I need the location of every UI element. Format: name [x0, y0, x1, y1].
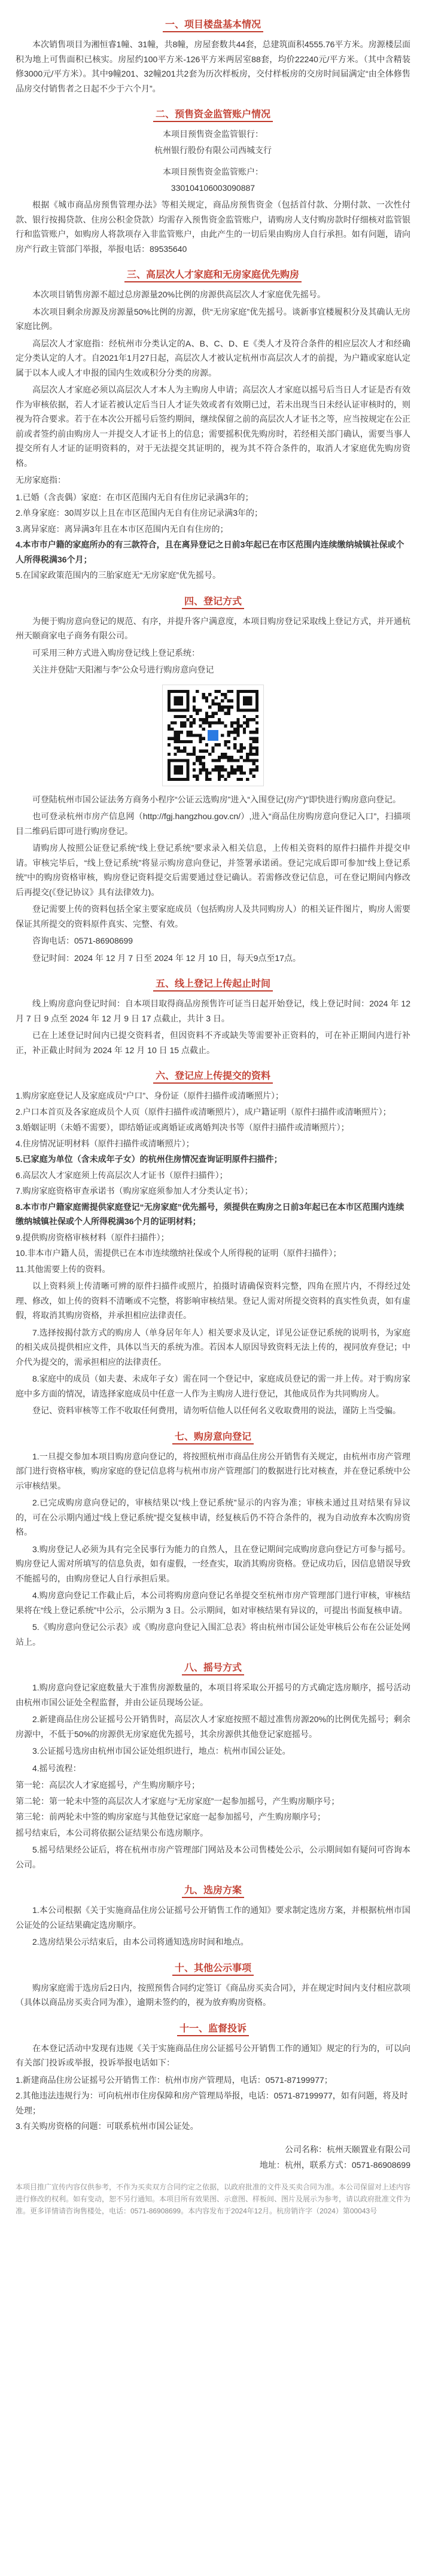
lottery-text-1: 1.购房意向登记家庭数量大于准售房源数量的，本项目将采取公开摇号的方式确定选房顺序，摇号活动由杭州市国公证处全程监督，并由公证员现场公证。: [16, 1683, 410, 1707]
section-lottery-method: [16, 1660, 410, 1872]
list-item: 3.有关购房资格的问题：可联系杭州市国公证处。: [16, 2121, 199, 2131]
documents-text-1: 以上资料须上传清晰可辨的原件扫描件或照片，拍摄时请确保资料完整，四角在照片内，不得经过处理、修改，如上传的资料不清晰或不完整，将影响审核结果。登记人需对所提交资料的真实性负责，如有虚假，将取消其购房资格，并承担相应法律责任。: [16, 1281, 410, 1320]
registration-text-1: 为便于购房意向登记的规范、有序，并提升客户满意度，本项目购房登记采取线上登记方式，并开通杭州天颐商家电子商务有限公司。: [16, 616, 410, 640]
list-item: 2.户口本首页及各家庭成员个人页（原件扫描件或清晰照片），成户籍证明（原件扫描件或清晰照片）；: [16, 1106, 391, 1117]
documents-text-2: 7.选择按揭付款方式的购房人（单身居年年人）相关要求及认定，详见公证登记系统的说明书，为家庭的相关成员提供相应文件，具体以当天的系统为准。若因本人原因导致资料无法上传的，视同放弃登记；中介代为提交的，需承担相应的法律责任。: [16, 1327, 410, 1367]
registration-text-4: 可登陆杭州市国公证法务方商务小程序“公证云选购房”进入“入围登记(房产)”即快进行购房意向登记。: [32, 794, 401, 804]
intent-text-3: 3.购房登记人必须为具有完全民事行为能力的自然人，且在登记期间完成购房意向登记方可参与摇号。购房登记人需对所填写的信息负责，如有虚假，一经查实，取消其购房资格。登记成功后，因信息错误导致不能摇号的，由购房登记人自行承担后果。: [16, 1544, 410, 1583]
intent-text-5: 5.《购房意向登记公示表》或《购房意向登记入围汇总表》将由杭州市国公证处审核后公布在公证处网站上。: [16, 1622, 410, 1647]
priority-text-1: 本次项目销售房源不超过总房源量20%比例的房源供高层次人才家庭优先摇号。: [32, 290, 326, 299]
list-item-bold: 8.本市市户籍家庭需提供家庭登记“无房家庭”优先摇号，须提供在购房之日前3年起已在本市区范围内连续缴纳城镇社保或个人所得税满36个月的证明材料；: [16, 1202, 404, 1226]
nohouse-title: 无房家庭指：: [16, 475, 66, 485]
priority-text-3: 高层次人才家庭指：经杭州市分类认定的A、B、C、D、E《类人才及符合条件的相应层次人才和经确定分类认定的人才。自2021年1月27日起，高层次人才被认定杭州市高层次人才的前提，为户籍或家庭认定属于以本人或人才申报的国内生效或积分分类的房源。: [16, 338, 410, 378]
section-title-other: 十、其他公示事项: [16, 1960, 410, 1977]
section-title-project-info: 一、项目楼盘基本情况: [16, 17, 410, 34]
escrow-account-number: 330104106003090887: [171, 183, 255, 193]
nohouse-list: [16, 490, 410, 583]
section-project-info: [16, 17, 410, 96]
list-item: 7.购房家庭资格审查承诺书（购房家庭须参加人才分类认定书）；: [16, 1186, 253, 1196]
selection-text-2: 2.选房结果公示结束后，由本公司将通知选房时间和地点。: [32, 1937, 249, 1947]
priority-text-4: 高层次人才家庭必须以高层次人才本人为主购房人申请；高层次人才家庭以摇号后当日人才证是否有效作为审核依据，若人才证若被认定后当日人才证失效或者有效期已过，若未出现当日未经认证审核时的，则视为符合要求。若于在本次公开摇号后签约期间，继续保留之前的高层次人才证书之等，应当按规定在公正前或者签约前由购房人一并提交人才证书上的信息；需要摇积优先购房时，若经相关部门确认，需要当事人提交所有人才证的证明资料的，对于无法提交其证明的，视为其不符合条件的，取消人才家庭优先购房资格。: [16, 385, 410, 468]
list-item-bold: 4.本市市户籍的家庭所办的有三款符合，且在离异登记之日前3年起已在市区范围内连续缴纳城镇社保或个人所得税满36个月；: [16, 540, 404, 564]
selection-text-1: 1.本公司根据《关于实施商品住房公证摇号公开销售工作的通知》要求制定选房方案，并根据杭州市国公证处的公证结果确定选房顺序。: [16, 1905, 410, 1930]
list-item: 4.住房情况证明材料（原件扫描件或清晰照片）；: [16, 1138, 194, 1148]
registration-text-2: 可采用三种方式进入购房登记线上登记系统：: [32, 647, 200, 658]
upload-time-text-1: 线上购房意向登记时间：自本项目取得商品房预售许可证当日起开始登记，线上登记时间：2024 年 12 月 7 日 9 点至 2024 年 12 月 9 日 17 点截止，共计 3 日。: [16, 999, 410, 1023]
lottery-text-3: 3.公证摇号选房由杭州市国公证处组织进行，地点：杭州市国公证处。: [32, 1746, 291, 1756]
priority-text-2: 本次项目剩余房源及房源量50%比例的房源，供“无房家庭”优先摇号。谈新事宜楼履积分及其确认无房家庭比例。: [16, 306, 410, 331]
section-intent-registration: [16, 1429, 410, 1650]
list-item: 3.离异家庭：离异满3年且在本市区范围内无自有住房的；: [16, 524, 229, 534]
list-item-bold: 5.已家庭为单位（含未成年子女）的杭州住房情况查询证明原件扫描件；: [16, 1154, 282, 1164]
list-item: 1.购房家庭登记人及家庭成员“户口”、身份证（原件扫描件或清晰照片）；: [16, 1091, 284, 1100]
list-item: 9.提供购房资格审核材料（原件扫描件）；: [16, 1232, 169, 1242]
registration-time: 登记时间：2024 年 12 月 7 日至 2024 年 12 月 10 日，每天9点至17点。: [32, 953, 301, 963]
section-title-selection: 九、选房方案: [16, 1882, 410, 1899]
list-item: 5.在国家政策范围内的三胎家庭无“无房家庭”优先摇号。: [16, 570, 221, 580]
complaints-list: [16, 2073, 410, 2134]
list-item: 11.其他需要上传的资料。: [16, 1264, 111, 1274]
upload-time-text-2: 已在上述登记时间内已提交资料者，但因资料不齐或缺失等需要补正资料的，可在补正期间内进行补正，补正截止时间为 2024 年 12 月 10 日 15 点截止。: [16, 1030, 410, 1055]
list-item: 2.其他违法违规行为：可向杭州市住房保障和房产管理局举报，电话：0571-87199977，如有问题，将及时处理；: [16, 2091, 408, 2115]
list-item: 第二轮：第一轮未中签的高层次人才家庭与“无房家庭”一起参加摇号，产生购房顺序号；: [16, 1796, 340, 1806]
list-item: 第三轮：前两轮未中签的购房家庭与其他登记家庭一起参加摇号，产生购房顺序号；: [16, 1812, 325, 1821]
list-item: 10.非本市户籍人员，需提供已在本市连续缴纳社保或个人所得税的证明（原件扫描件）；: [16, 1248, 342, 1258]
qr-code-icon[interactable]: [162, 685, 264, 786]
intent-text-1: 1.一旦提交参加本项目购房意向登记的，将按照杭州市商品住房公开销售有关规定，由杭州市房产管理部门进行资格审核，购房家庭的登记信息将与杭州市房产管理部门的数据进行比对核查，并在登记系统中公示审核结果。: [16, 1451, 410, 1491]
section-selection-plan: [16, 1882, 410, 1950]
list-item: 3.婚姻证明（未婚不需要），即结婚证或离婚证或离婚判决书等（原件扫描件或清晰照片）；: [16, 1123, 349, 1132]
registration-text-6: 请购房人按照公证登记系统“线上登记系统”要求录入相关信息，上传相关资料的原件扫描件并提交申请。审核完毕后，“线上登记系统”将显示购房意向登记，并签署承诺函。登记完成后即可参加“线上登记系统”中的购房资格审核，购房登记资料提交后需要通过登记确认。若需修改登记信息，可在登记期间内修改后再提交(《登记协议》具有法律效力)。: [16, 843, 410, 897]
intent-text-2: 2.已完成购房意向登记的，审核结果以“线上登记系统”显示的内容为准；审核未通过且对结果有异议的，可在公示期内通过“线上登记系统”提交复核申请，经复核后仍不符合条件的，视为自动放弃本次购房资格。: [16, 1498, 410, 1537]
section-title-documents: 六、登记应上传提交的资料: [16, 1068, 410, 1085]
intent-text-4: 4.购房意向登记工作截止后，本公司将购房意向登记名单提交至杭州市房产管理部门进行审核，审核结果将在“线上登记系统”中公示，公示期为 3 日。公示期间，如对审核结果有异议的，可提出书面复核申请。: [16, 1590, 410, 1615]
section-title-priority: 三、高层次人才家庭和无房家庭优先购房: [16, 267, 410, 284]
section-priority-buyers: [16, 267, 410, 583]
list-item: 2.单身家庭：30周岁以上且在市区范围内无自有住房记录满3年的；: [16, 508, 263, 518]
footer-disclaimer: 本项目推广宣传内容仅供参考，不作为买卖双方合同约定之依据，以政府批准的文件及买卖合同为准。本公司保留对上述内容进行修改的权利。如有变动，恕不另行通知。本项目所有效果图、示意图、样板间、图片及展示为参考，请以政府批准文件为准。更多详情请咨询售楼处，电话：0571-86908699。本内容发布于2024年12月。杭房销许字（2024）第00043号: [16, 2182, 411, 2216]
list-item: 6.高层次人才家庭须上传高层次人才证书（原件扫描件）；: [16, 1170, 228, 1180]
section-title-registration: 四、登记方式: [16, 594, 410, 610]
list-item: 摇号结束后，本公司将依据公证结果公布选房顺序。: [16, 1827, 208, 1838]
section-complaints: [16, 2021, 410, 2134]
section-required-documents: [16, 1068, 410, 1418]
list-item: 1.新建商品住房公证摇号公开销售工作：杭州市房产管理局，电话：0571-87199977；: [16, 2075, 333, 2085]
company-contact: 地址：杭州，联系方式：0571-86908699: [259, 2160, 410, 2170]
complaints-text-1: 在本登记活动中发现有违规《关于实施商品住房公证摇号公开销售工作的通知》规定的行为的，可以向有关部门投诉或举报，投诉举报电话如下：: [16, 2043, 410, 2067]
section-title-lottery: 八、摇号方式: [16, 1660, 410, 1677]
lottery-text-4: 4.摇号流程：: [32, 1763, 81, 1773]
lottery-text-2: 2.新建商品住房公证摇号公开销售时，高层次人才家庭按照不超过准售房源20%的比例优先摇号；剩余房源中，不低于50%的房源供无房家庭优先摇号，其余房源供其他登记家庭摇号。: [16, 1714, 410, 1739]
section-title-upload-time: 五、线上登记上传起止时间: [16, 976, 410, 993]
list-item: 1.已婚（含丧偶）家庭：在市区范围内无自有住房记录满3年的；: [16, 492, 254, 502]
project-info-text: 本次销售项目为湘恒睿1幢、31幢，共8幢，房屋套数共44套，总建筑面积4555.76平方米。房源楼层面积为地上可售面积已核实。房屋约100平方米-126平方米两居室88套，均价22240元/平方米。（其中含精装修3000元/平方米）。其中9幢201、32幢201共2套为历次样板房，交付样板房的交房时间届满定“由全体修售品房交付销售者之日起不少于六个月”。: [16, 39, 410, 93]
documents-text-4: 登记、资料审核等工作不收取任何费用，请勿听信他人以任何名义收取费用的说法，谨防上当受骗。: [32, 1406, 401, 1415]
company-signature: 公司名称：杭州天颐置业有限公司: [285, 2144, 410, 2154]
documents-text-3: 8.家庭中的成员（如夫妻、未成年子女）需在同一个登记中，家庭成员登记的需一并上传。对于购房家庭中多方面的情况，请选择家庭成员中任意一人作为主购房人进行登记，其他成员作为共同购房人。: [16, 1374, 410, 1398]
registration-text-5: 也可登录杭州市房产信息网（http://fgj.hangzhou.gov.cn/）,进入“商品住房购房意向登记入口”，扫描项目二维码后即可进行购房登记。: [16, 811, 410, 836]
section-other-notices: [16, 1960, 410, 2010]
escrow-bank-name: 杭州银行股份有限公司西城支行: [154, 145, 272, 155]
section-registration-method: [16, 594, 410, 966]
hotline: 咨询电话：0571-86908699: [32, 936, 133, 945]
section-escrow-account: [16, 107, 410, 256]
documents-list: [16, 1088, 410, 1276]
section-title-complaints: 十一、监督投诉: [16, 2021, 410, 2037]
registration-text-7: 登记需要上传的资料包括全家主要家庭成员（包括购房人及共同购房人）的相关证件图片，购房人需要保证其所提交的资料原件真实、完整、有效。: [16, 904, 410, 929]
lottery-rounds-list: [16, 1778, 410, 1840]
section-title-escrow: 二、预售资金监管账户情况: [16, 107, 410, 123]
registration-text-3: 关注并登陆“天阳湘与李”公众号进行购房意向登记: [32, 665, 214, 674]
escrow-bank-label: 本项目预售资金监管银行：: [163, 129, 263, 139]
list-item: 第一轮：高层次人才家庭摇号，产生购房顺序号；: [16, 1780, 200, 1790]
section-upload-time: [16, 976, 410, 1057]
escrow-account-label: 本项目预售资金监管账户：: [163, 167, 263, 177]
qr-container: [16, 685, 410, 786]
section-title-intent: 七、购房意向登记: [16, 1429, 410, 1446]
lottery-text-5: 5.摇号结果经公证后，将在杭州市房产管理部门网站及本公司售楼处公示，公示期间如有疑问可咨询本公司。: [16, 1845, 410, 1869]
escrow-notice: 根据《城市商品房预售管理办法》等相关规定，商品房预售资金（包括首付款、分期付款、一次性付款、银行按揭贷款、住房公积金贷款）均需存入预售资金监管账户，请购房人支付购房款时仔细核对监管银行和监管账户，如购房人将款项存入非监管账户，由此产生的一切后果由购房人自行承担。如有问题，请向房产行政主管部门举报，举报电话：89535640: [16, 200, 410, 254]
other-text-1: 购房家庭需于选房后2日内，按照预售合同约定签订《商品房买卖合同》，并在规定时间内支付相应款项（具体以商品房买卖合同为准），逾期未签约的，视为放弃购房资格。: [16, 1982, 410, 2007]
